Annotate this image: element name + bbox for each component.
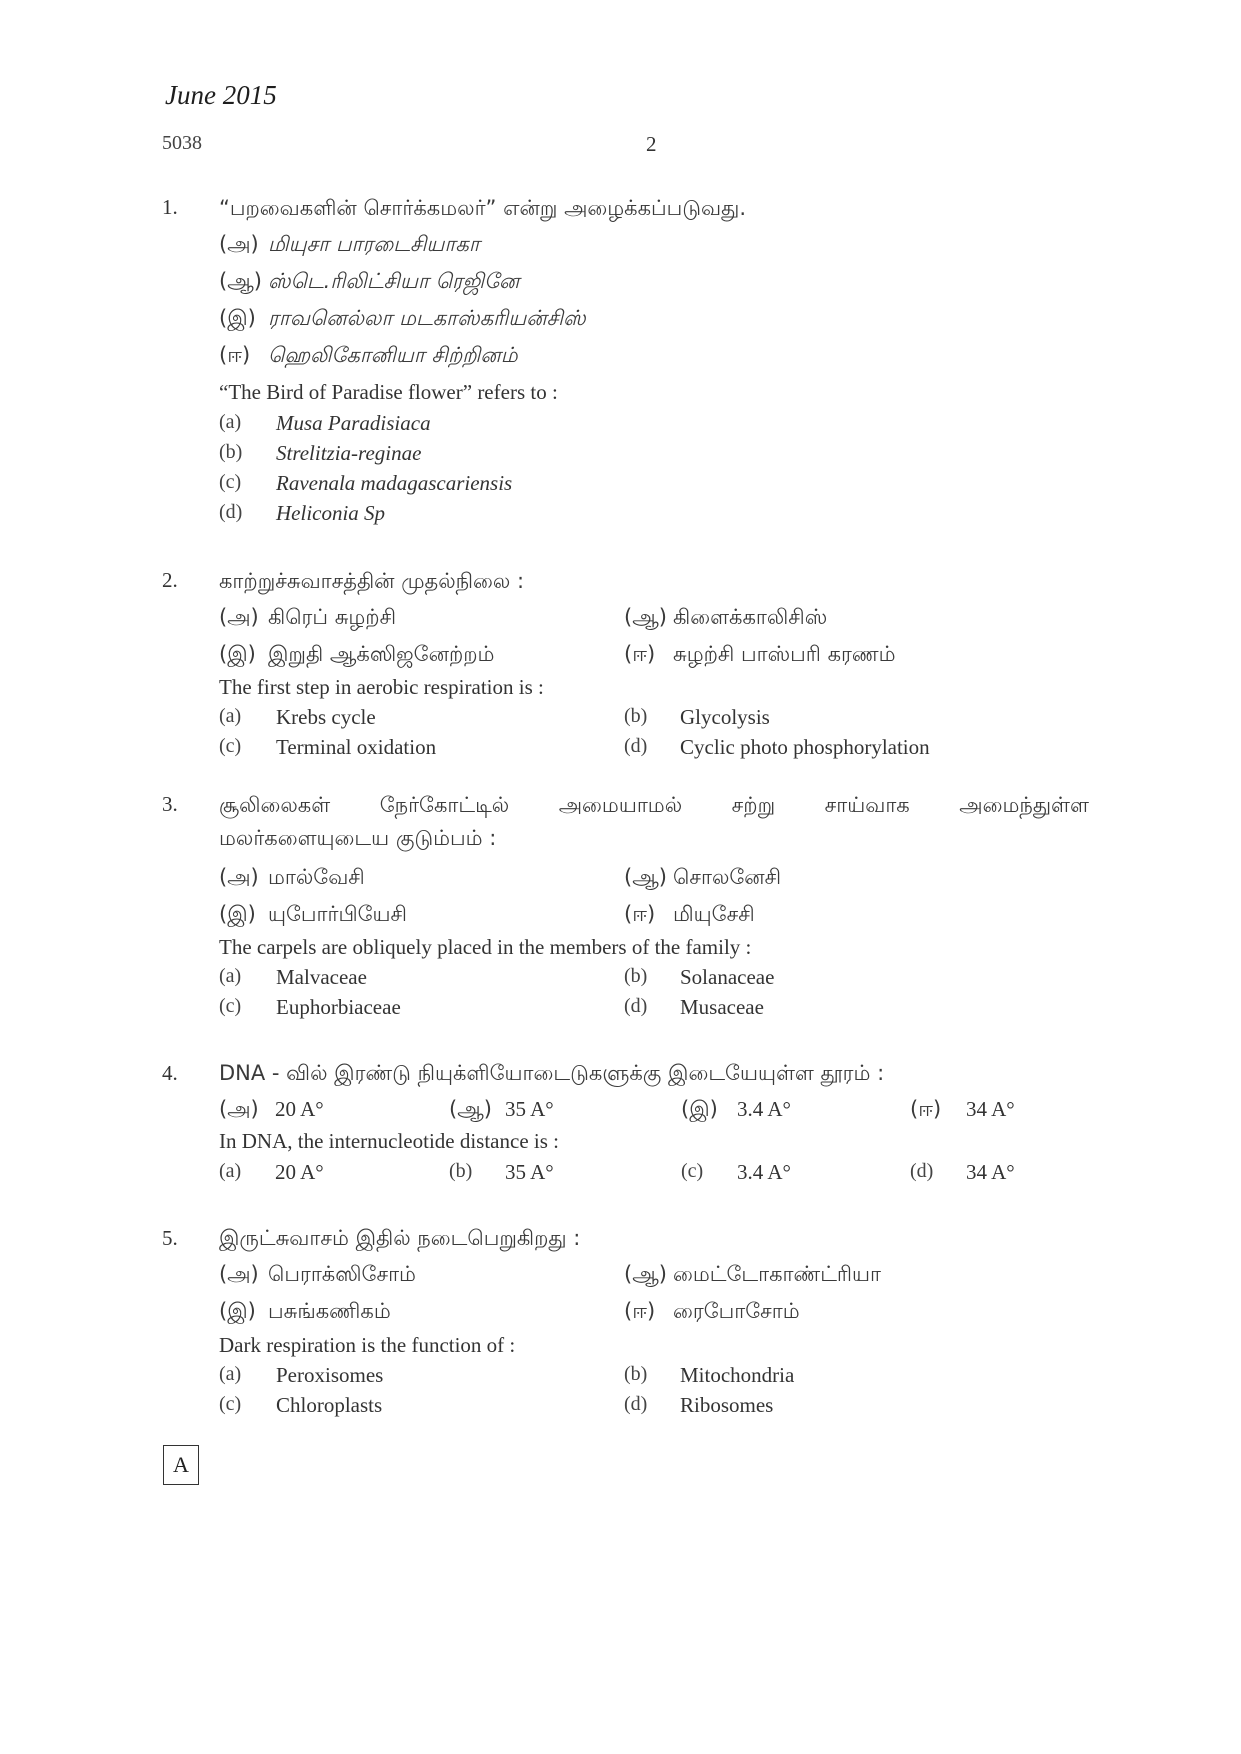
tamil-question-line-2: மலர்களையுடைய குடும்பம் :: [219, 826, 497, 850]
tamil-option-text: ஸ்டெ.ரிலிட்சியா ரெஜினே: [268, 269, 520, 293]
option-text: Cyclic photo phosphorylation: [680, 735, 930, 759]
tamil-option-text: கிளைக்காலிசிஸ்: [673, 605, 828, 629]
tamil-option-text: 34 A°: [966, 1097, 1015, 1121]
tamil-option-text: சுழற்சி பாஸ்பரி கரணம்: [673, 642, 896, 666]
option-text: Ribosomes: [680, 1393, 774, 1417]
option-letter: (d): [624, 735, 648, 757]
option-letter: (d): [219, 501, 243, 523]
option-letter: (b): [624, 1363, 648, 1385]
tamil-word: அமைந்துள்ள: [959, 793, 1089, 817]
paper-code: 5038: [162, 132, 202, 154]
option-letter: (b): [219, 441, 243, 463]
option-text: Malvaceae: [276, 965, 367, 989]
option-text: Peroxisomes: [276, 1363, 384, 1387]
tamil-option-letter: (இ): [681, 1097, 718, 1121]
option-text: Strelitzia-reginae: [276, 441, 422, 465]
option-letter: (a): [219, 705, 242, 727]
tamil-question-line-1: [219, 793, 1089, 820]
tamil-question: காற்றுச்சுவாசத்தின் முதல்நிலை :: [219, 569, 525, 593]
tamil-option-text: ராவனெல்லா மடகாஸ்கரியன்சிஸ்: [268, 306, 586, 330]
tamil-option-letter: (அ): [219, 865, 259, 889]
option-letter: (b): [624, 705, 648, 727]
option-letter: (b): [449, 1160, 473, 1182]
tamil-word: நேர்கோட்டில்: [379, 793, 510, 817]
tamil-word: சற்று: [731, 793, 776, 817]
option-letter: (d): [624, 995, 648, 1017]
tamil-option-text: கிரெப் சுழற்சி: [268, 605, 397, 629]
option-letter: (a): [219, 411, 242, 433]
tamil-question: “பறவைகளின் சொர்க்கமலர்” என்று அழைக்கப்படுவது.: [219, 196, 747, 220]
option-letter: (a): [219, 1363, 242, 1385]
option-text: Musaceae: [680, 995, 764, 1019]
english-question: The first step in aerobic respiration is :: [219, 675, 544, 699]
option-text: Euphorbiaceae: [276, 995, 401, 1019]
tamil-option-letter: (இ): [219, 902, 256, 926]
tamil-option-text: ரைபோசோம்: [673, 1299, 800, 1323]
tamil-option-letter: (ஆ): [624, 865, 667, 889]
tamil-option-letter: (ஆ): [624, 1262, 667, 1286]
option-letter: (d): [910, 1160, 934, 1182]
tamil-option-letter: (இ): [219, 1299, 256, 1323]
tamil-option-text: பசுங்கணிகம்: [268, 1299, 391, 1323]
question-number: 5.: [162, 1226, 178, 1250]
page-number: 2: [646, 132, 657, 156]
tamil-option-letter: (இ): [219, 642, 256, 666]
option-text: Ravenala madagascariensis: [276, 471, 513, 495]
option-text: Solanaceae: [680, 965, 775, 989]
question-number: 3.: [162, 792, 178, 816]
tamil-word: சாய்வாக: [824, 793, 910, 817]
option-letter: (b): [624, 965, 648, 987]
tamil-question: DNA - வில் இரண்டு நியுக்ளியோடைடுகளுக்கு இடையேயுள்ள தூரம் :: [219, 1061, 885, 1085]
option-text: 20 A°: [275, 1160, 324, 1184]
tamil-option-letter: (ஈ): [219, 343, 251, 367]
tamil-option-text: ஹெலிகோனியா சிற்றினம்: [268, 343, 518, 367]
option-letter: (c): [219, 995, 242, 1017]
tamil-option-text: மியுசா பாரடைசியாகா: [268, 232, 480, 256]
option-text: Krebs cycle: [276, 705, 376, 729]
option-text: Terminal oxidation: [276, 735, 437, 759]
english-question: Dark respiration is the function of :: [219, 1333, 516, 1357]
option-letter: (a): [219, 1160, 242, 1182]
option-text: 3.4 A°: [737, 1160, 791, 1184]
tamil-option-letter: (அ): [219, 605, 259, 629]
english-question: In DNA, the internucleotide distance is :: [219, 1129, 559, 1153]
tamil-option-letter: (இ): [219, 306, 256, 330]
option-text: 34 A°: [966, 1160, 1015, 1184]
tamil-question: இருட்சுவாசம் இதில் நடைபெறுகிறது :: [219, 1226, 581, 1250]
tamil-option-letter: (ஈ): [624, 642, 656, 666]
option-text: 35 A°: [505, 1160, 554, 1184]
option-text: Glycolysis: [680, 705, 770, 729]
option-letter: (c): [219, 735, 242, 757]
option-text: Chloroplasts: [276, 1393, 383, 1417]
tamil-option-letter: (ஆ): [219, 269, 262, 293]
tamil-option-text: இறுதி ஆக்ஸிஜனேற்றம்: [268, 642, 495, 666]
tamil-option-letter: (ஆ): [624, 605, 667, 629]
tamil-option-text: பெராக்ஸிசோம்: [268, 1262, 416, 1286]
option-letter: (c): [681, 1160, 704, 1182]
tamil-option-text: மால்வேசி: [268, 865, 365, 889]
tamil-option-letter: (அ): [219, 1262, 259, 1286]
tamil-option-text: 3.4 A°: [737, 1097, 791, 1121]
option-letter: (c): [219, 1393, 242, 1415]
option-letter: (a): [219, 965, 242, 987]
tamil-option-letter: (அ): [219, 232, 259, 256]
tamil-option-text: மைட்டோகாண்ட்ரியா: [673, 1262, 882, 1286]
english-question: The carpels are obliquely placed in the members of the family :: [219, 935, 752, 959]
series-box-a: A: [163, 1445, 199, 1485]
tamil-option-letter: (ஆ): [449, 1097, 492, 1121]
tamil-option-text: சொலனேசி: [673, 865, 782, 889]
tamil-option-letter: (ஈ): [624, 1299, 656, 1323]
option-text: Musa Paradisiaca: [276, 411, 431, 435]
option-text: Heliconia Sp: [276, 501, 386, 525]
tamil-option-text: 20 A°: [275, 1097, 324, 1121]
tamil-option-letter: (ஈ): [624, 902, 656, 926]
tamil-option-letter: (அ): [219, 1097, 259, 1121]
option-letter: (d): [624, 1393, 648, 1415]
tamil-option-text: மியுசேசி: [673, 902, 755, 926]
exam-date: June 2015: [165, 80, 277, 110]
question-number: 4.: [162, 1061, 178, 1085]
tamil-word: அமையாமல்: [558, 793, 683, 817]
english-question: “The Bird of Paradise flower” refers to :: [219, 380, 558, 404]
tamil-word: சூலிலைகள்: [219, 793, 331, 817]
option-text: Mitochondria: [680, 1363, 795, 1387]
question-number: 1.: [162, 195, 178, 219]
question-number: 2.: [162, 568, 178, 592]
tamil-option-text: 35 A°: [505, 1097, 554, 1121]
tamil-option-letter: (ஈ): [910, 1097, 942, 1121]
tamil-option-text: யுபோர்பியேசி: [268, 902, 408, 926]
option-letter: (c): [219, 471, 242, 493]
